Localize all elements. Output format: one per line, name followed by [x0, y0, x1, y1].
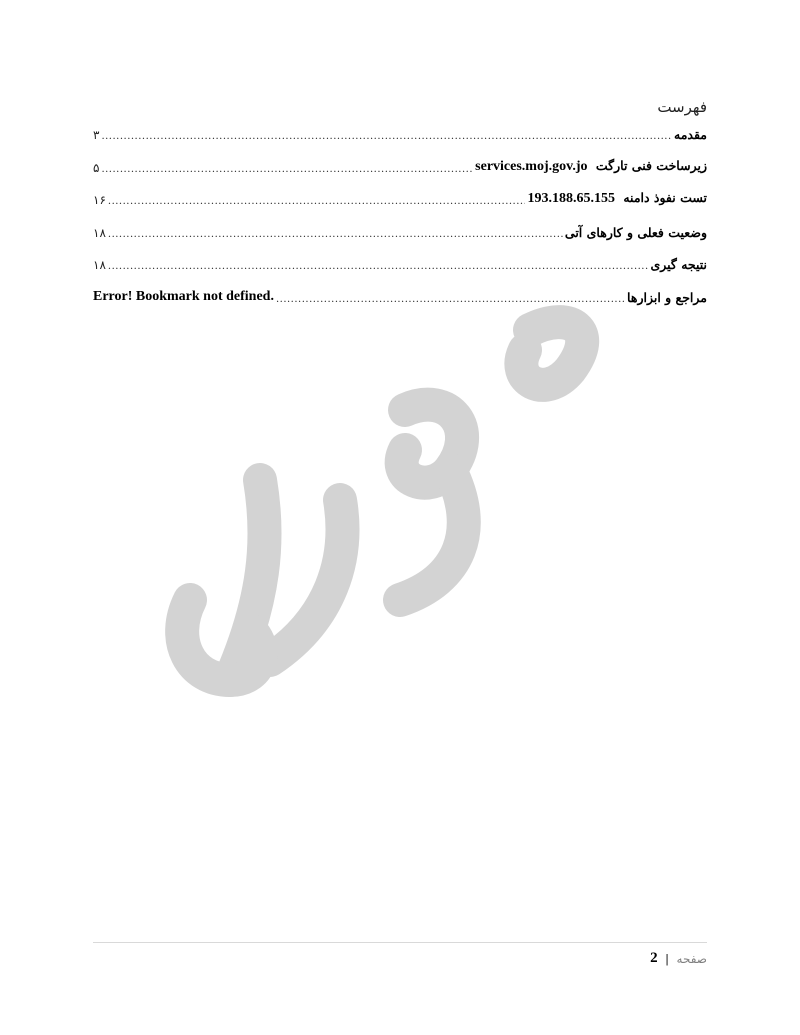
toc-entry-page: ۱۸ [93, 225, 106, 240]
toc-entry-page: ۱۸ [93, 258, 106, 272]
toc-entry-page: ۵ [93, 160, 100, 175]
footer-page-word: صفحه [676, 951, 707, 966]
confidential-watermark [150, 300, 620, 740]
toc-leader-dots [276, 295, 625, 305]
watermark-text: محرمانه [368, 552, 402, 563]
footer-divider [93, 942, 707, 943]
toc-entry-label: مراجع و ابزارها [627, 289, 707, 305]
toc-entry-label: وضعیت فعلی و کارهای آتی [564, 224, 707, 240]
toc-leader-dots [108, 197, 526, 207]
toc-entry-label: مقدمه [674, 127, 707, 142]
toc-entry-page: ۱۶ [93, 193, 106, 207]
toc-leader-dots [108, 230, 563, 240]
footer-page-number: 2 [650, 950, 658, 966]
page-footer [650, 950, 707, 967]
toc-entry-label: زیرساخت فنی تارگت services.moj.gov.jo [475, 157, 707, 174]
toc-entry[interactable] [93, 128, 707, 150]
toc-entry[interactable] [93, 248, 707, 281]
toc-leader-dots [101, 132, 672, 142]
toc-entry[interactable] [93, 280, 707, 313]
toc-entry[interactable] [93, 183, 707, 216]
toc-entry-page: ۳ [93, 128, 100, 142]
toc-entry[interactable] [93, 150, 707, 183]
toc-entry[interactable] [93, 215, 707, 248]
toc-title: فهرست [657, 98, 707, 116]
toc-entry-page-error: Error! Bookmark not defined. [93, 288, 274, 304]
footer-separator: | [665, 950, 669, 966]
toc-leader-dots [101, 165, 473, 175]
toc-entry-ip: 193.188.65.155 [527, 191, 615, 206]
table-of-contents [93, 128, 707, 313]
toc-entry-label: تست نفوذ دامنه 193.188.65.155 [527, 190, 707, 206]
toc-entry-label: نتیجه گیری [650, 257, 707, 272]
toc-entry-domain: services.moj.gov.jo [475, 158, 588, 174]
toc-leader-dots [108, 262, 649, 272]
